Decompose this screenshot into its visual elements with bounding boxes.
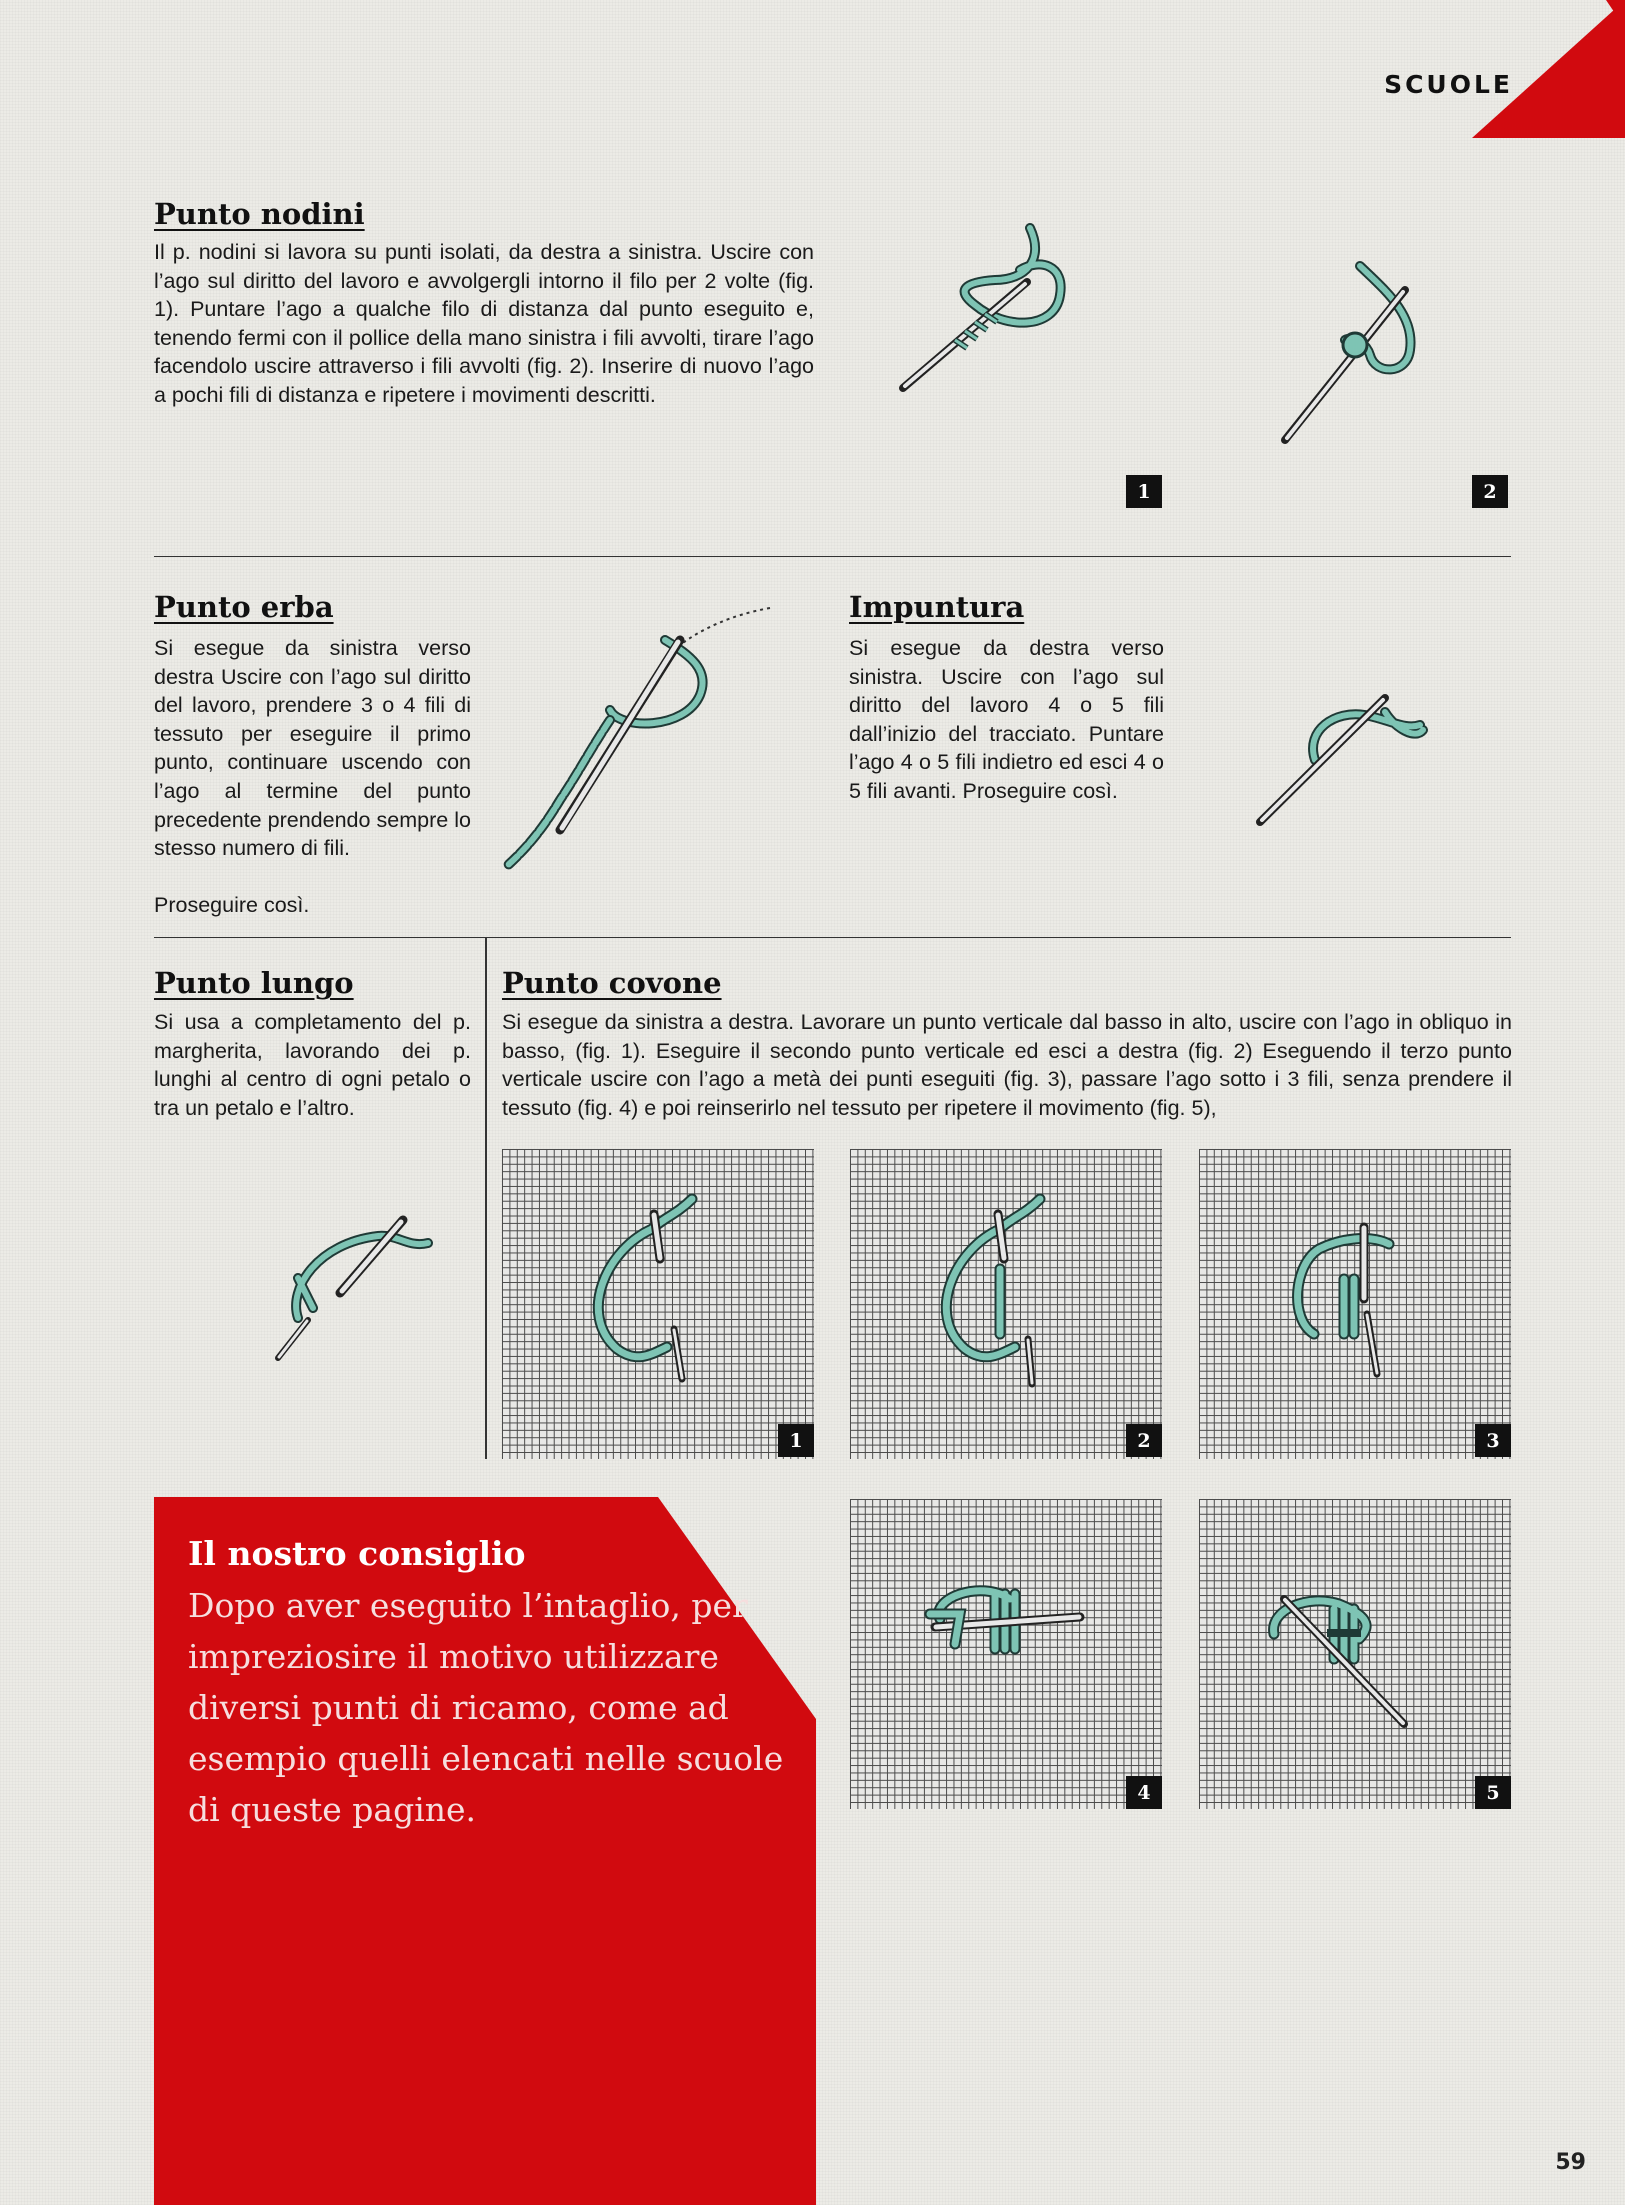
nodini-fig1-illustration <box>895 220 1085 400</box>
fig-number-badge: 4 <box>1126 1776 1162 1809</box>
punto-erba-title: Punto erba <box>154 590 334 624</box>
fig-number-badge: 3 <box>1475 1424 1511 1457</box>
punto-covone-title: Punto covone <box>502 966 722 1000</box>
covone-fig1-illustration <box>502 1149 814 1459</box>
covone-fig3-illustration <box>1199 1149 1511 1459</box>
section-divider <box>154 937 1511 938</box>
section-label: SCUOLE <box>1384 70 1513 99</box>
impuntura-text: Si esegue da destra verso sinistra. Uscire con l’ago sul diritto del lavoro 4 o 5 fili dall’inizio del tracciato. Puntare l’ago 4 o 5 fili indietro ed esci 4 o 5 fili avanti. Proseguire così. <box>849 636 1164 803</box>
nodini-fig2-illustration <box>1275 260 1425 450</box>
advice-text: Dopo aver eseguito l’intaglio, per impreziosire il motivo utilizzare diversi punti di ricamo, come ad esempio quelli elencati nelle scuole di queste pagine. <box>188 1586 784 1829</box>
punto-erba-text: Si esegue da sinistra verso destra Uscire con l’ago sul diritto del lavoro, prendere 3 o 4 fili di tessuto per eseguire il primo punto, continuare uscendo con l’ago al termine del punto precedente prendendo sempre lo stesso numero di fili. <box>154 636 471 861</box>
page-number: 59 <box>1555 2150 1586 2175</box>
fig-number-badge: 2 <box>1472 475 1508 508</box>
punto-lungo-illustration <box>268 1208 438 1368</box>
punto-lungo-title: Punto lungo <box>154 966 354 1000</box>
covone-fig4-illustration <box>850 1499 1162 1809</box>
fig-number-badge: 2 <box>1126 1424 1162 1457</box>
section-divider <box>154 556 1511 557</box>
punto-covone-text: Si esegue da sinistra a destra. Lavorare un punto verticale dal basso in alto, uscire con l’ago in obliquo in basso, (fig. 1). Eseguire il secondo punto verticale ed esci a destra (fig. 2) Eseguendo il terzo punto verticale uscire con l’ago a metà dei punti eseguiti (fig. 3), passare l’ago sotto i 3 fili, senza prendere il tessuto (fig. 4) e poi reinserirlo nel tessuto per ripetere il movimento (fig. 5), <box>502 1010 1512 1120</box>
punto-nodini-title: Punto nodini <box>154 197 365 231</box>
fig-number-badge: 1 <box>778 1424 814 1457</box>
column-divider <box>485 937 487 1459</box>
punto-erba-text-end: Proseguire così. <box>154 893 310 917</box>
punto-nodini-text: Il p. nodini si lavora su punti isolati, da destra a sinistra. Uscire con l’ago sul diritto del lavoro e avvolgergli intorno il filo per 2 volte (fig. 1). Puntare l’ago a qualche filo di distanza dal punto eseguito e, tenendo fermi con il pollice della mano sinistra i fili avvolti, tirare l’ago facendolo uscire attraverso i fili avvolti (fig. 2). Inserire di nuovo l’ago a pochi fili di distanza e ripetere i movimenti descritti. <box>154 240 814 407</box>
advice-title: Il nostro consiglio <box>188 1534 526 1573</box>
impuntura-title: Impuntura <box>849 590 1025 624</box>
covone-fig5-illustration <box>1199 1499 1511 1809</box>
punto-erba-illustration <box>500 600 780 880</box>
covone-fig2-illustration <box>850 1149 1162 1459</box>
impuntura-illustration <box>1255 670 1430 830</box>
fig-number-badge: 1 <box>1126 475 1162 508</box>
punto-lungo-text: Si usa a completamento del p. margherita, lavorando dei p. lunghi al centro di ogni petalo o tra un petalo e l’altro. <box>154 1010 471 1120</box>
fig-number-badge: 5 <box>1475 1776 1511 1809</box>
